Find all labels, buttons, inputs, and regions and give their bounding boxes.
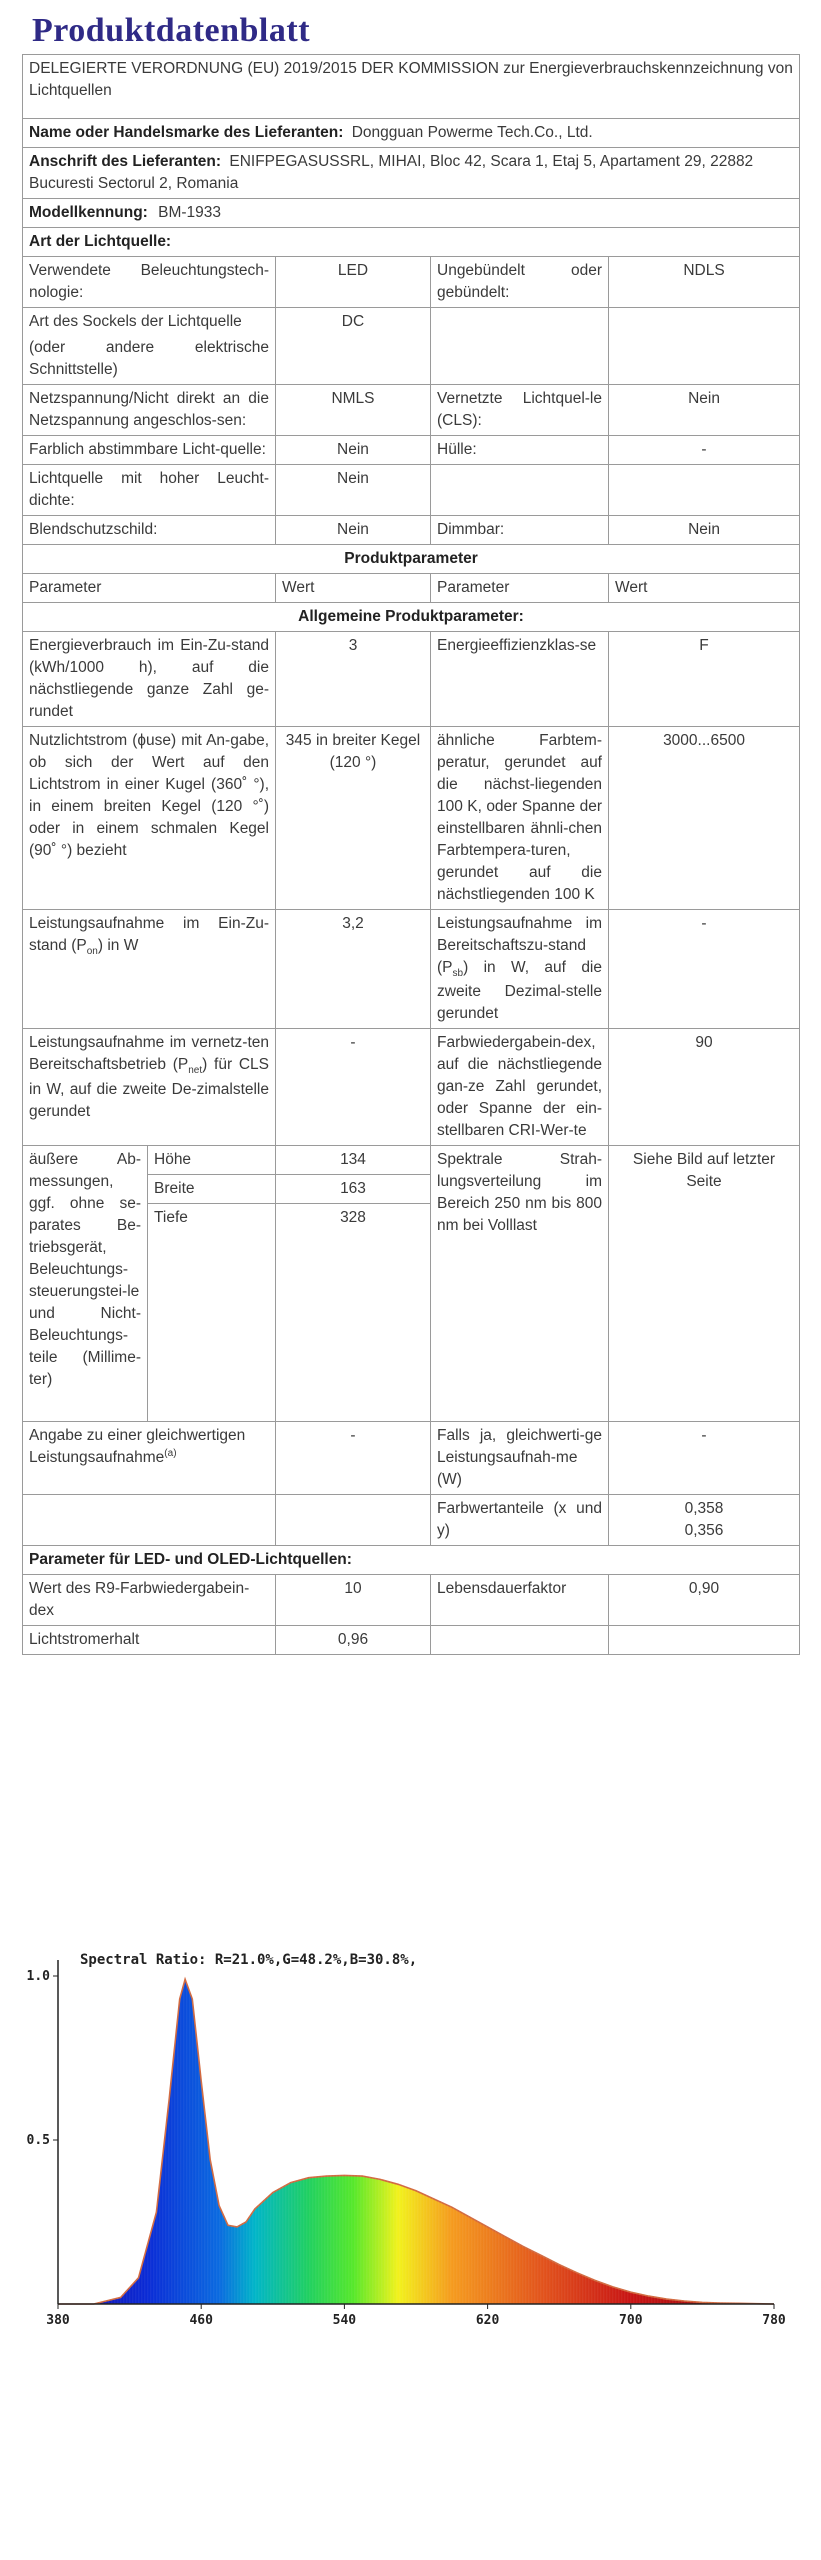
height-value: 134 xyxy=(276,1146,431,1175)
dimmable-label: Dimmbar: xyxy=(431,516,609,545)
nondirect-value: NDLS xyxy=(609,257,800,308)
on-power-label xyxy=(23,910,276,1029)
supplier-address-row xyxy=(23,148,800,199)
y-tick-label: 0.5 xyxy=(26,2133,50,2148)
equiv-sup: (a) xyxy=(164,1448,177,1460)
chart-title: Spectral Ratio: R=21.0%,G=48.2%,B=30.8%, xyxy=(80,1952,418,1968)
equivalent-power-label xyxy=(23,1422,276,1495)
empty-cell xyxy=(431,465,609,516)
spd-label: Spektrale Strah-lungsverteilung im Bereich 250 nm bis 800 nm bei Volllast xyxy=(431,1146,609,1422)
r9-value: 10 xyxy=(276,1575,431,1626)
x-tick-label: 380 xyxy=(46,2313,70,2328)
model-value: BM-1933 xyxy=(158,204,222,221)
on-power-sub: on xyxy=(86,946,98,958)
led-params-heading: Parameter für LED- und OLED-Lichtquellen: xyxy=(23,1546,800,1575)
cri-value: 90 xyxy=(609,1029,800,1146)
datasheet xyxy=(22,8,799,1655)
equiv-power-w-label: Falls ja, gleichwerti-ge Leistungsaufnah-me (W) xyxy=(431,1422,609,1495)
empty-cell xyxy=(609,1626,800,1655)
standby-power-value: - xyxy=(609,910,800,1029)
spectrum-chart xyxy=(18,1940,798,2360)
x-tick-label: 780 xyxy=(762,2313,786,2328)
supplier-name-value: Dongguan Powerme Tech.Co., Ltd. xyxy=(351,124,593,141)
colour-tunable-label: Farblich abstimmbare Licht-quelle: xyxy=(23,436,276,465)
energy-value: 3 xyxy=(276,632,431,727)
dimensions-label: äußere Ab-messungen, ggf. ohne se-parates Be-triebsgerät, Beleuchtungs-steuerungstei-le und Nicht-Beleuchtungs-teile (Millime-ter) xyxy=(23,1146,148,1422)
y-tick-label: 1.0 xyxy=(26,1969,50,1984)
light-source-type-heading: Art der Lichtquelle: xyxy=(23,228,800,257)
socket-value: DC xyxy=(276,308,431,385)
on-power-label-unit: ) in W xyxy=(97,937,139,954)
empty-cell xyxy=(431,1626,609,1655)
r9-label: Wert des R9-Farbwiedergabein-dex xyxy=(23,1575,276,1626)
chromaticity-y: 0,356 xyxy=(684,1522,724,1540)
on-power-value: 3,2 xyxy=(276,910,431,1029)
col-header-parameter: Parameter xyxy=(23,574,276,603)
networked-standby-value: - xyxy=(276,1029,431,1146)
survival-factor-value: 0,90 xyxy=(609,1575,800,1626)
standby-label-text: Leistungsaufnahme im Bereitschaftszu-stand (P xyxy=(437,915,602,976)
x-tick-label: 460 xyxy=(189,2313,213,2328)
page-title: Produktdatenblatt xyxy=(32,12,311,49)
chromaticity-x: 0,358 xyxy=(684,1500,724,1518)
product-params-heading: Produktparameter xyxy=(23,545,800,574)
x-tick-label: 620 xyxy=(475,2313,500,2328)
general-params-heading: Allgemeine Produktparameter: xyxy=(23,603,800,632)
eec-label: Energieeffizienzklas-se xyxy=(431,632,609,727)
on-power-label-text: Leistungsaufnahme im Ein-Zu-stand (P xyxy=(29,915,269,954)
networked-standby-label xyxy=(23,1029,276,1146)
socket-label-note: (oder andere elektrische Schnittstelle) xyxy=(29,339,269,378)
x-tick-label: 540 xyxy=(332,2313,357,2328)
col-header-parameter: Parameter xyxy=(431,574,609,603)
net-sub: net xyxy=(188,1065,203,1077)
cls-value: Nein xyxy=(609,385,800,436)
mains-label: Netzspannung/Nicht direkt an die Netzspannung angeschlos-sen: xyxy=(23,385,276,436)
empty-cell xyxy=(609,308,800,385)
model-row xyxy=(23,199,800,228)
survival-factor-label: Lebensdauerfaktor xyxy=(431,1575,609,1626)
standby-sub: sb xyxy=(452,968,464,980)
spectrum-svg xyxy=(18,1940,798,2360)
supplier-name-row xyxy=(23,119,800,148)
lumen-maintenance-label: Lichtstromerhalt xyxy=(23,1626,276,1655)
depth-label: Tiefe xyxy=(148,1204,276,1422)
width-value: 163 xyxy=(276,1175,431,1204)
supplier-address-label: Anschrift des Lieferanten: xyxy=(29,153,222,170)
col-header-value: Wert xyxy=(609,574,800,603)
flux-value: 345 in breiter Kegel (120 °) xyxy=(276,727,431,910)
col-header-value: Wert xyxy=(276,574,431,603)
tech-label: Verwendete Beleuchtungstech-nologie: xyxy=(23,257,276,308)
empty-cell xyxy=(23,1495,276,1546)
dimmable-value: Nein xyxy=(609,516,800,545)
spd-value: Siehe Bild auf letzter Seite xyxy=(609,1146,800,1422)
empty-cell xyxy=(609,465,800,516)
chromaticity-values xyxy=(609,1495,800,1546)
tech-value: LED xyxy=(276,257,431,308)
chromaticity-label: Farbwertanteile (x und y) xyxy=(431,1495,609,1546)
x-tick-label: 700 xyxy=(619,2313,643,2328)
height-label: Höhe xyxy=(148,1146,276,1175)
supplier-address-value: ENIFPEGASUSSRL, MIHAI, Bloc 42, Scara 1, Etaj 5, Apartament 29, 22882 Bucuresti Sectorul 2, Romania xyxy=(29,153,754,192)
net-label-text: Leistungsaufnahme im vernetz-ten Bereitschaftsbetrieb (P xyxy=(29,1034,269,1074)
eec-value: F xyxy=(609,632,800,727)
supplier-name-label: Name oder Handelsmarke des Lieferanten: xyxy=(29,124,344,141)
datasheet-table xyxy=(22,54,800,1655)
regulation-text: DELEGIERTE VERORDNUNG (EU) 2019/2015 DER KOMMISSION zur Energieverbrauchskennzeichnung von Lichtquellen xyxy=(23,55,800,119)
glare-label: Blendschutzschild: xyxy=(23,516,276,545)
high-luminance-value: Nein xyxy=(276,465,431,516)
colour-tunable-value: Nein xyxy=(276,436,431,465)
model-label: Modellkennung: xyxy=(29,204,148,221)
width-label: Breite xyxy=(148,1175,276,1204)
glare-value: Nein xyxy=(276,516,431,545)
lumen-maintenance-value: 0,96 xyxy=(276,1626,431,1655)
flux-label: Nutzlichtstrom (ɸuse) mit An-gabe, ob sich der Wert auf den Lichtstrom in einer Kugel (360˚ °), in einem breiten Kegel (120 °˚) oder in einem schmalen Kegel (90˚ °) bezieht xyxy=(23,727,276,910)
depth-value: 328 xyxy=(276,1204,431,1422)
cct-value: 3000...6500 xyxy=(609,727,800,910)
cls-label: Vernetzte Lichtquel-le (CLS): xyxy=(431,385,609,436)
mains-value: NMLS xyxy=(276,385,431,436)
energy-label: Energieverbrauch im Ein-Zu-stand (kWh/1000 h), auf die nächstliegende ganze Zahl ge-rundet xyxy=(23,632,276,727)
high-luminance-label: Lichtquelle mit hoher Leucht-dichte: xyxy=(23,465,276,516)
cct-label: ähnliche Farbtem-peratur, gerundet auf die nächst-liegenden 100 K, oder Spanne der einstellbaren ähnli-chen Farbtempera-turen, gerundet auf die nächstliegenden 100 K xyxy=(431,727,609,910)
standby-power-label xyxy=(431,910,609,1029)
cri-label: Farbwiedergabein-dex, auf die nächstliegende gan-ze Zahl gerundet, oder Spanne der ein-stellbaren CRI-Wer-te xyxy=(431,1029,609,1146)
empty-cell xyxy=(276,1495,431,1546)
empty-cell xyxy=(431,308,609,385)
standby-label-unit: ) in W, auf die zweite Dezimal-stelle gerundet xyxy=(437,959,602,1023)
socket-label: Art des Sockels der Lichtquelle xyxy=(29,313,242,330)
nondirect-label: Ungebündelt oder gebündelt: xyxy=(431,257,609,308)
equiv-power-w-value: - xyxy=(609,1422,800,1495)
equivalent-power-value: - xyxy=(276,1422,431,1495)
net-label-unit: ) für CLS in W, auf die zweite De-zimalstelle gerundet xyxy=(29,1056,270,1120)
envelope-value: - xyxy=(609,436,800,465)
socket-cell xyxy=(23,308,276,385)
envelope-label: Hülle: xyxy=(431,436,609,465)
equiv-label-text: Angabe zu einer gleichwertigen Leistungsaufnahme xyxy=(29,1427,246,1467)
